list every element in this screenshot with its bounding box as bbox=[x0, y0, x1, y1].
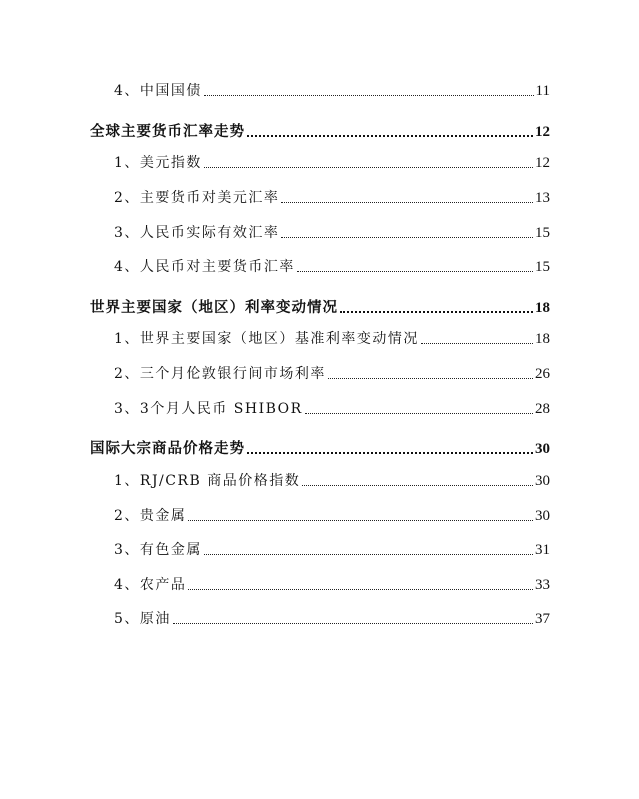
toc-entry-title: 1、世界主要国家（地区）基准利率变动情况 bbox=[114, 331, 419, 347]
dot-leader bbox=[204, 94, 534, 96]
toc-entry-title: 2、三个月伦敦银行间市场利率 bbox=[114, 366, 326, 382]
toc-entry-title: 4、人民币对主要货币汇率 bbox=[114, 259, 295, 275]
toc-section-interest-rates[interactable] bbox=[90, 295, 550, 317]
toc-page-number: 30 bbox=[535, 508, 550, 524]
dot-leader bbox=[328, 377, 533, 379]
dot-leader bbox=[302, 484, 533, 486]
dot-leader bbox=[305, 412, 533, 414]
toc-page-number: 15 bbox=[535, 259, 550, 275]
dot-leader bbox=[281, 236, 533, 238]
toc-page-number: 18 bbox=[535, 331, 550, 347]
toc-entry-crude-oil[interactable] bbox=[114, 606, 550, 628]
toc-entry-china-bonds[interactable] bbox=[114, 78, 550, 100]
toc-section-exchange-rates[interactable] bbox=[90, 119, 550, 141]
toc-entry-title: 4、中国国债 bbox=[114, 83, 202, 99]
toc-page-number: 11 bbox=[535, 83, 550, 99]
dot-leader bbox=[281, 201, 533, 203]
toc-entry-major-vs-usd[interactable] bbox=[114, 185, 550, 207]
toc-section-title: 世界主要国家（地区）利率变动情况 bbox=[90, 299, 338, 316]
toc-page-number: 12 bbox=[535, 155, 550, 171]
dot-leader bbox=[297, 270, 533, 272]
toc-page-number: 37 bbox=[535, 611, 550, 627]
toc-page-number: 30 bbox=[535, 441, 550, 457]
toc-page-number: 28 bbox=[535, 401, 550, 417]
toc-entry-title: 2、贵金属 bbox=[114, 508, 187, 524]
toc-entry-title: 3、人民币实际有效汇率 bbox=[114, 225, 280, 241]
toc-entry-dollar-index[interactable] bbox=[114, 150, 550, 172]
toc-entry-precious-metals[interactable] bbox=[114, 503, 550, 525]
dot-leader bbox=[421, 342, 533, 344]
dot-leader bbox=[188, 519, 533, 521]
toc-entry-rmb-reer[interactable] bbox=[114, 220, 550, 242]
toc-entry-title: 3、有色金属 bbox=[114, 542, 202, 558]
toc-entry-agricultural[interactable] bbox=[114, 572, 550, 594]
toc-page-number: 15 bbox=[535, 225, 550, 241]
toc-entry-title: 1、RJ/CRB 商品价格指数 bbox=[114, 473, 301, 489]
toc-entry-title: 5、原油 bbox=[114, 611, 171, 627]
toc-entry-title: 1、美元指数 bbox=[114, 155, 202, 171]
dot-leader bbox=[204, 166, 533, 168]
toc-page-number: 30 bbox=[535, 473, 550, 489]
toc-entry-shibor[interactable] bbox=[114, 396, 550, 418]
toc-page-number: 31 bbox=[535, 542, 550, 558]
toc-page-number: 12 bbox=[535, 124, 550, 140]
toc-section-commodities[interactable] bbox=[90, 436, 550, 458]
toc-section-title: 国际大宗商品价格走势 bbox=[90, 440, 245, 457]
dot-leader bbox=[204, 553, 533, 555]
dot-leader bbox=[173, 622, 533, 624]
toc-entry-title: 4、农产品 bbox=[114, 577, 187, 593]
dot-leader bbox=[247, 134, 533, 137]
dot-leader bbox=[188, 588, 533, 590]
dot-leader bbox=[340, 310, 533, 313]
dot-leader bbox=[247, 451, 533, 454]
toc-entry-nonferrous-metals[interactable] bbox=[114, 537, 550, 559]
toc-page-number: 13 bbox=[535, 190, 550, 206]
toc-entry-libor[interactable] bbox=[114, 361, 550, 383]
toc-entry-benchmark-rates[interactable] bbox=[114, 326, 550, 348]
toc-entry-rmb-vs-major[interactable] bbox=[114, 254, 550, 276]
toc-page-number: 18 bbox=[535, 300, 550, 316]
toc-entry-title: 2、主要货币对美元汇率 bbox=[114, 190, 280, 206]
toc-section-title: 全球主要货币汇率走势 bbox=[90, 123, 245, 140]
toc-entry-rj-crb[interactable] bbox=[114, 468, 550, 490]
toc-page-number: 26 bbox=[535, 366, 550, 382]
toc-page-number: 33 bbox=[535, 577, 550, 593]
toc-entry-title: 3、3个月人民币 SHIBOR bbox=[114, 401, 303, 417]
